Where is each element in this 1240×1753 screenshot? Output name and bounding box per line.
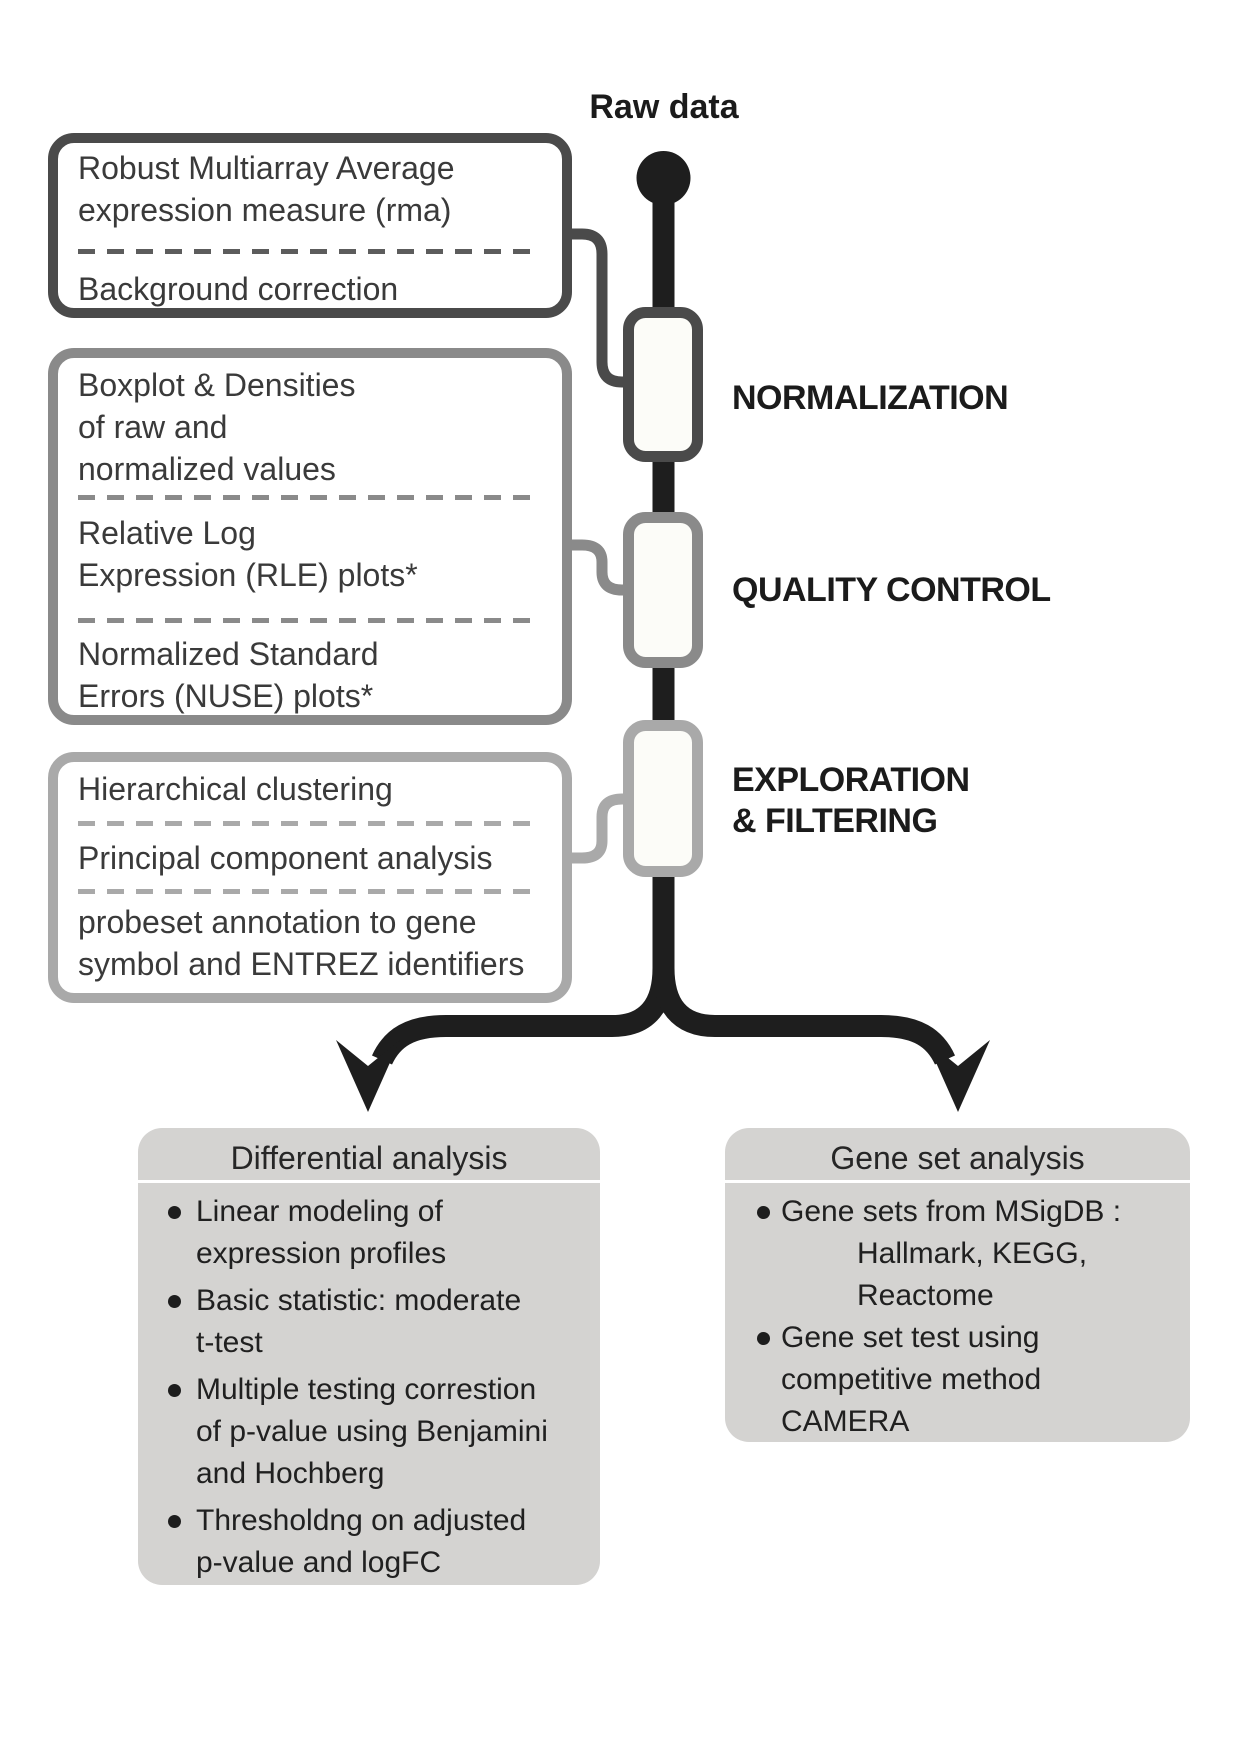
list-item-line: expression profiles xyxy=(196,1237,447,1270)
list-item xyxy=(168,1280,592,1364)
flow-line: probeset annotation to gene xyxy=(78,904,477,940)
flow-line: Robust Multiarray Average xyxy=(78,150,455,186)
stage-label-exploration-line2: & FILTERING xyxy=(732,802,938,840)
list-item xyxy=(757,1317,1184,1442)
dashed-divider xyxy=(78,249,542,254)
list-item xyxy=(168,1500,592,1584)
raw-data-label: Raw data xyxy=(589,88,739,126)
list-item-line: Basic statistic: moderate xyxy=(196,1284,522,1317)
panel-gene-set-analysis xyxy=(725,1128,1190,1442)
bullet-dot-icon xyxy=(168,1515,181,1528)
connector-exploration xyxy=(570,799,630,858)
station-normalization xyxy=(629,313,698,457)
dashed-divider xyxy=(78,889,542,894)
flow-line: of raw and xyxy=(78,409,228,445)
flow-line: Hierarchical clustering xyxy=(78,771,393,807)
station-quality-control xyxy=(629,518,698,663)
bullet-dot-icon xyxy=(757,1332,770,1345)
list-item-line: Thresholdng on adjusted xyxy=(196,1504,527,1537)
list-item-line: and Hochberg xyxy=(196,1457,385,1490)
flow-line: expression measure (rma) xyxy=(78,192,452,228)
flow-line: Normalized Standard xyxy=(78,636,379,672)
bullet-dot-icon xyxy=(168,1206,181,1219)
panel-differential-analysis xyxy=(138,1128,600,1585)
flow-line: Errors (NUSE) plots* xyxy=(78,678,374,714)
dashed-divider xyxy=(78,495,542,500)
list-item-line: of p-value using Benjamini xyxy=(196,1415,548,1448)
branch-right xyxy=(664,968,946,1060)
list-item xyxy=(168,1191,592,1275)
stage-label-normalization: NORMALIZATION xyxy=(732,379,1009,417)
bullet-list xyxy=(725,1183,1190,1442)
stage-label-exploration xyxy=(732,760,970,842)
list-item-line: p-value and logFC xyxy=(196,1546,442,1579)
stage-label-exploration-line1: EXPLORATION xyxy=(732,761,970,799)
list-item-line: Multiple testing correstion xyxy=(196,1373,537,1406)
flow-box-quality-control xyxy=(48,348,572,725)
flow-line: normalized values xyxy=(78,451,336,487)
flow-box-normalization xyxy=(48,133,572,318)
list-item-line: CAMERA xyxy=(781,1405,910,1438)
list-item xyxy=(168,1369,592,1495)
flow-line: Boxplot & Densities xyxy=(78,367,356,403)
list-item-line: Linear modeling of xyxy=(196,1195,443,1228)
flow-line: Expression (RLE) plots* xyxy=(78,557,418,593)
dashed-divider xyxy=(78,821,542,826)
bullet-list xyxy=(138,1183,600,1584)
list-item xyxy=(757,1191,1184,1317)
arrow-down-icon xyxy=(336,1040,400,1112)
list-item-line: t-test xyxy=(196,1326,263,1359)
list-item-line: Gene set test using xyxy=(781,1321,1040,1354)
connector-normalization xyxy=(570,234,630,382)
panel-title: Differential analysis xyxy=(230,1140,508,1176)
flow-line: Relative Log xyxy=(78,515,256,551)
dashed-divider xyxy=(78,618,542,623)
stage-label-quality-control: QUALITY CONTROL xyxy=(732,571,1051,609)
station-exploration xyxy=(629,726,698,872)
flow-box-exploration xyxy=(48,752,572,1003)
terminus-dot-icon xyxy=(637,151,691,205)
flow-line: symbol and ENTREZ identifiers xyxy=(78,946,525,982)
bullet-dot-icon xyxy=(168,1295,181,1308)
panel-title: Gene set analysis xyxy=(830,1140,1085,1176)
list-item-line: Gene sets from MSigDB : xyxy=(781,1195,1122,1228)
arrow-down-icon xyxy=(926,1040,990,1112)
list-item-line: competitive method xyxy=(781,1363,1042,1396)
flow-line: Background correction xyxy=(78,271,399,307)
connector-quality-control xyxy=(570,545,630,590)
list-item-subline: Hallmark, KEGG, xyxy=(857,1237,1088,1270)
bullet-dot-icon xyxy=(168,1384,181,1397)
list-item-subline: Reactome xyxy=(857,1279,994,1312)
flow-line: Principal component analysis xyxy=(78,840,493,876)
bullet-dot-icon xyxy=(757,1206,770,1219)
